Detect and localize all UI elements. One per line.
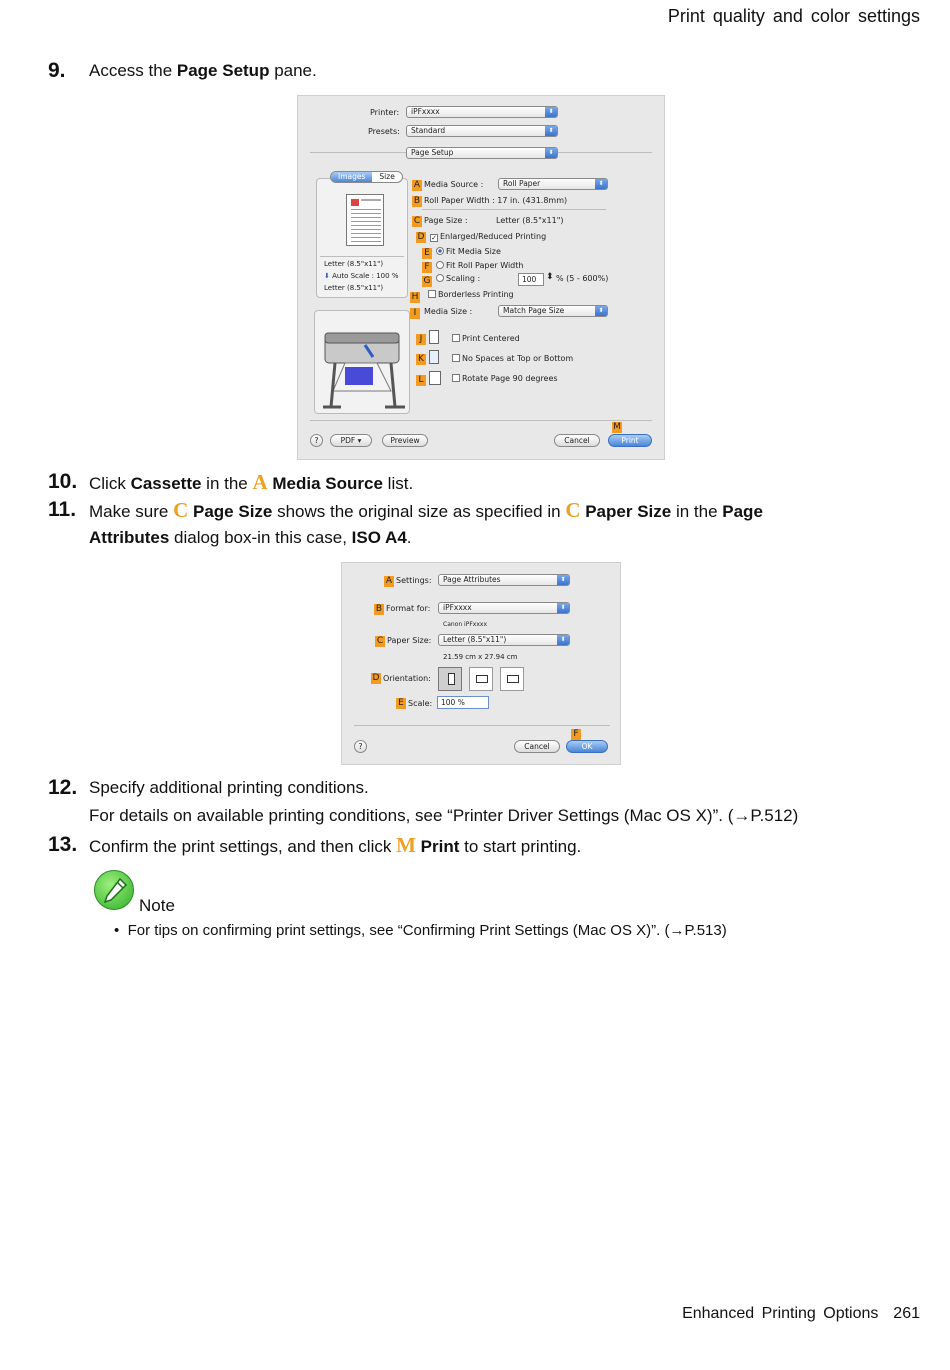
label-k: K [416, 354, 426, 365]
note-pencil-icon [94, 870, 134, 910]
scaling-range: % (5 - 600%) [556, 274, 609, 283]
orientation-reverse-landscape-icon[interactable] [500, 667, 524, 691]
label-d: D [417, 232, 425, 242]
popup-arrow-icon: ⬍ [545, 126, 557, 136]
label-d: D [372, 673, 380, 683]
preview-line: Letter (8.5"x11") [324, 284, 384, 292]
checkbox-icon [452, 354, 460, 362]
note-title: Note [139, 896, 175, 915]
preview-button[interactable]: Preview [382, 434, 428, 447]
checkbox-icon [428, 290, 436, 298]
print-button[interactable]: Print [608, 434, 652, 447]
rotate-icon [429, 371, 441, 385]
media-size-popup[interactable]: Match Page Size ⬍ [498, 305, 608, 317]
radio-on-icon [436, 247, 444, 255]
separator [320, 256, 404, 257]
label-j: J [416, 334, 426, 345]
orientation-landscape-icon[interactable] [469, 667, 493, 691]
step-number: 13. [48, 833, 78, 856]
media-source-label: Media Source : [424, 180, 484, 189]
print-centered-icon [429, 330, 439, 344]
rotate-checkbox[interactable]: Rotate Page 90 degrees [452, 374, 558, 383]
label-b: B [413, 196, 421, 206]
fit-roll-radio[interactable]: Fit Roll Paper Width [436, 261, 523, 270]
help-button[interactable]: ? [310, 434, 323, 447]
settings-label: Settings: [396, 576, 432, 585]
format-subtext: Canon iPFxxxx [443, 621, 487, 628]
scaling-input[interactable]: 100 [518, 273, 544, 286]
separator [354, 725, 610, 726]
preview-line: Letter (8.5"x11") [324, 260, 384, 268]
stepper-icon[interactable]: ⬍ [546, 272, 554, 282]
label-e: E [396, 698, 406, 709]
label-c: C [376, 636, 384, 646]
step-number: 11. [48, 498, 77, 521]
radio-off-icon [436, 261, 444, 269]
help-button[interactable]: ? [354, 740, 367, 753]
label-f: F [571, 729, 581, 740]
orientation-portrait-icon[interactable] [438, 667, 462, 691]
popup-arrow-icon: ⬍ [557, 635, 569, 645]
paper-size-subtext: 21.59 cm x 27.94 cm [443, 653, 518, 661]
label-g: G [423, 276, 431, 286]
enlarged-checkbox[interactable]: ✓ Enlarged/Reduced Printing [431, 232, 547, 242]
page-size-value: Letter (8.5"x11") [496, 216, 564, 225]
footer [682, 1305, 920, 1323]
media-source-popup[interactable]: Roll Paper ⬍ [498, 178, 608, 190]
tab-images[interactable]: Images [331, 172, 372, 182]
step-text-continued: For details on available printing conditions, see “Printer Driver Settings (Mac OS X)”. (→P.512) [89, 806, 799, 825]
page-attributes-dialog-screenshot [341, 562, 621, 765]
presets-label: Presets: [368, 127, 400, 136]
radio-off-icon [436, 274, 444, 282]
format-label: Format for: [386, 604, 431, 613]
scale-input[interactable]: 100 % [437, 696, 489, 709]
tab-size[interactable]: Size [379, 172, 395, 181]
step-text: Confirm the print settings, and then click M Print to start printing. [89, 833, 582, 857]
media-size-label: Media Size : [424, 307, 473, 316]
borderless-checkbox[interactable]: Borderless Printing [428, 290, 514, 299]
label-l: L [416, 375, 426, 386]
roll-paper-width: Roll Paper Width : 17 in. (431.8mm) [424, 196, 568, 205]
scale-label: Scale: [408, 699, 433, 708]
label-a: A [385, 576, 393, 586]
step-text: Make sure C Page Size shows the original size as specified in C Paper Size in the Page [89, 498, 763, 522]
label-m: M [613, 422, 621, 432]
ok-button[interactable]: OK [566, 740, 608, 753]
note-item: • For tips on confirming print settings, see “Confirming Print Settings (Mac OS X)”. (→P.513) [114, 922, 727, 939]
view-tabs [330, 171, 403, 183]
bullet: • [114, 922, 120, 939]
popup-arrow-icon: ⬍ [595, 179, 607, 189]
step-text: Click Cassette in the A Media Source list. [89, 470, 414, 494]
page-number: 261 [893, 1305, 920, 1322]
step-number: 12. [48, 776, 78, 799]
printer-illustration-icon [315, 311, 409, 413]
cancel-button[interactable]: Cancel [514, 740, 560, 753]
checkbox-icon [452, 374, 460, 382]
step-number: 9. [48, 59, 66, 82]
paper-size-label: Paper Size: [387, 636, 432, 645]
pane-popup[interactable]: Page Setup ⬍ [406, 147, 558, 159]
label-e: E [422, 248, 432, 259]
pdf-button[interactable]: PDF ▾ [330, 434, 372, 447]
label-f: F [422, 262, 432, 273]
label-a: A [413, 180, 421, 190]
label-b: B [375, 604, 383, 614]
step-text-continued: Attributes dialog box-in this case, ISO A4. [89, 528, 412, 547]
checkbox-icon [452, 334, 460, 342]
check-icon: ✓ [431, 234, 437, 242]
printer-popup[interactable]: iPFxxxx ⬍ [406, 106, 558, 118]
label-h: H [411, 292, 419, 302]
printer-illustration-panel [314, 310, 410, 414]
page-preview-icon [346, 194, 384, 246]
page-setup-dialog-screenshot [297, 95, 665, 460]
step-text: Specify additional printing conditions. [89, 778, 369, 797]
preview-line: ⬇ Auto Scale : 100 % [324, 272, 399, 280]
no-spaces-checkbox[interactable]: No Spaces at Top or Bottom [452, 354, 573, 363]
no-spaces-icon [429, 350, 439, 364]
paper-size-popup[interactable]: Letter (8.5"x11") ⬍ [438, 634, 570, 646]
popup-arrow-icon: ⬍ [545, 148, 557, 158]
scaling-radio[interactable]: Scaling : [436, 274, 480, 283]
cancel-button[interactable]: Cancel [554, 434, 600, 447]
settings-popup[interactable]: Page Attributes ⬍ [438, 574, 570, 586]
label-c: C [413, 216, 421, 226]
popup-arrow-icon: ⬍ [545, 107, 557, 117]
step-number: 10. [48, 470, 78, 493]
popup-arrow-icon: ⬍ [595, 306, 607, 316]
fit-media-radio[interactable]: Fit Media Size [436, 247, 501, 256]
page-size-label: Page Size : [424, 216, 468, 225]
footer-section: Enhanced Printing Options [682, 1305, 879, 1322]
label-i: I [410, 308, 420, 319]
orientation-label: Orientation: [383, 674, 431, 683]
popup-arrow-icon: ⬍ [557, 603, 569, 613]
step-text: Access the Page Setup pane. [89, 61, 317, 80]
presets-popup[interactable]: Standard ⬍ [406, 125, 558, 137]
print-centered-checkbox[interactable]: Print Centered [452, 334, 520, 343]
popup-arrow-icon: ⬍ [557, 575, 569, 585]
running-header: Print quality and color settings [667, 6, 920, 26]
separator [310, 420, 652, 421]
separator [422, 209, 606, 210]
printer-label: Printer: [370, 108, 400, 117]
format-popup[interactable]: iPFxxxx ⬍ [438, 602, 570, 614]
